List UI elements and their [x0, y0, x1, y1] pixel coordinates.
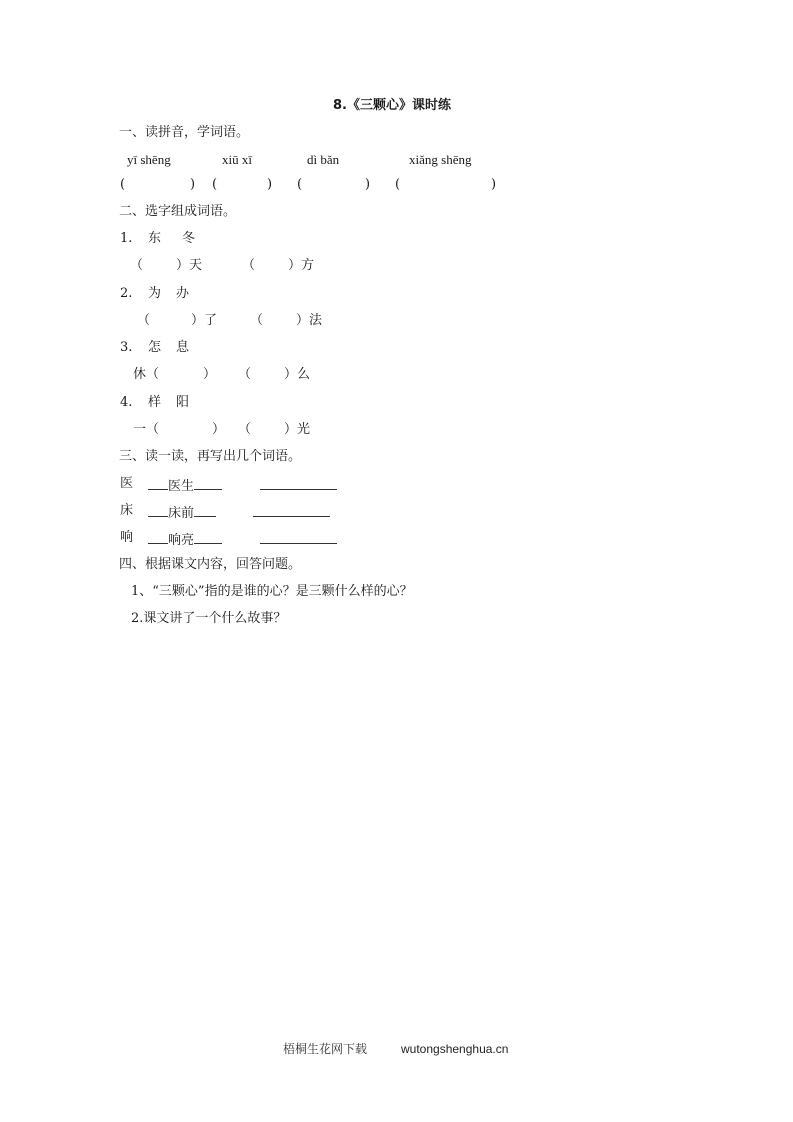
base-char: 医	[120, 476, 134, 491]
pinyin-xiangsheng: xiǎng shēng	[409, 152, 472, 167]
section-3-heading: 三、读一读，再写出几个词语。	[119, 449, 302, 464]
word-blank-before[interactable]	[148, 503, 168, 517]
page-title: 8.《三颗心》课时练	[333, 98, 451, 113]
option-char: 办	[176, 286, 190, 301]
fill-blank-open[interactable]: （	[238, 367, 252, 382]
example-word: 床前	[168, 506, 195, 521]
answer-blank-2-close: )	[267, 177, 273, 192]
item-number: 4.	[120, 395, 133, 410]
fill-blank-open[interactable]: 休（	[133, 367, 160, 382]
answer-blank-3-close: )	[365, 177, 371, 192]
base-char: 响	[120, 530, 134, 545]
footer-url[interactable]: wutongshenghua.cn	[401, 1042, 509, 1056]
section-1-heading: 一、读拼音，学词语。	[119, 125, 250, 140]
word-blank-extra[interactable]	[260, 476, 337, 490]
word-blank-extra[interactable]	[253, 503, 330, 517]
example-word: 响亮	[168, 533, 195, 548]
fill-blank-open[interactable]: （	[238, 422, 252, 437]
option-char: 为	[148, 286, 162, 301]
word-blank-extra[interactable]	[260, 530, 337, 544]
word-blank-before[interactable]	[148, 476, 168, 490]
word-row	[148, 503, 216, 522]
option-char: 阳	[176, 395, 190, 410]
pinyin-xiuxi: xiū xī	[222, 152, 252, 167]
example-word: 医生	[168, 479, 195, 494]
question-1: 1、“三颗心”指的是谁的心？是三颗什么样的心？	[131, 584, 413, 599]
footer-site-name: 梧桐生花网下载	[283, 1042, 368, 1056]
fill-blank-close: ）	[203, 367, 217, 382]
answer-blank-1-close: )	[190, 177, 196, 192]
answer-blank-1-open[interactable]: (	[120, 177, 126, 192]
word-blank-after[interactable]	[194, 503, 216, 517]
pinyin-diban: dì bǎn	[307, 152, 340, 167]
word-row-extra	[253, 503, 330, 522]
word-blank-after[interactable]	[194, 530, 222, 544]
fill-blank-open[interactable]: 一（	[133, 422, 160, 437]
answer-blank-2-open[interactable]: (	[212, 177, 218, 192]
item-number: 2.	[120, 286, 133, 301]
word-row-extra	[260, 530, 337, 549]
fill-blank-word: ）方	[288, 258, 315, 273]
fill-blank-open[interactable]: （	[242, 258, 256, 273]
answer-blank-3-open[interactable]: (	[297, 177, 303, 192]
option-char: 样	[148, 395, 162, 410]
fill-blank-word: ）天	[176, 258, 203, 273]
question-2: 2.课文讲了一个什么故事？	[131, 611, 287, 626]
fill-blank-word: ）法	[296, 313, 323, 328]
fill-blank-word: ）么	[284, 367, 311, 382]
fill-blank-open[interactable]: （	[137, 313, 151, 328]
fill-blank-close: ）	[212, 422, 226, 437]
item-number: 3.	[120, 340, 133, 355]
option-char: 怎	[148, 340, 162, 355]
word-row	[148, 476, 222, 495]
pinyin-yisheng: yī shēng	[127, 152, 171, 167]
option-char: 冬	[182, 231, 196, 246]
option-char: 息	[176, 340, 190, 355]
word-row	[148, 530, 222, 549]
section-2-heading: 二、选字组成词语。	[119, 204, 237, 219]
answer-blank-4-open[interactable]: (	[395, 177, 401, 192]
word-blank-before[interactable]	[148, 530, 168, 544]
item-number: 1.	[120, 231, 133, 246]
fill-blank-word: ）了	[191, 313, 218, 328]
base-char: 床	[120, 503, 134, 518]
word-row-extra	[260, 476, 337, 495]
word-blank-after[interactable]	[194, 476, 222, 490]
fill-blank-open[interactable]: （	[130, 258, 144, 273]
fill-blank-word: ）光	[284, 422, 311, 437]
section-4-heading: 四、根据课文内容，回答问题。	[119, 557, 302, 572]
fill-blank-open[interactable]: （	[250, 313, 264, 328]
option-char: 东	[148, 231, 162, 246]
answer-blank-4-close: )	[491, 177, 497, 192]
